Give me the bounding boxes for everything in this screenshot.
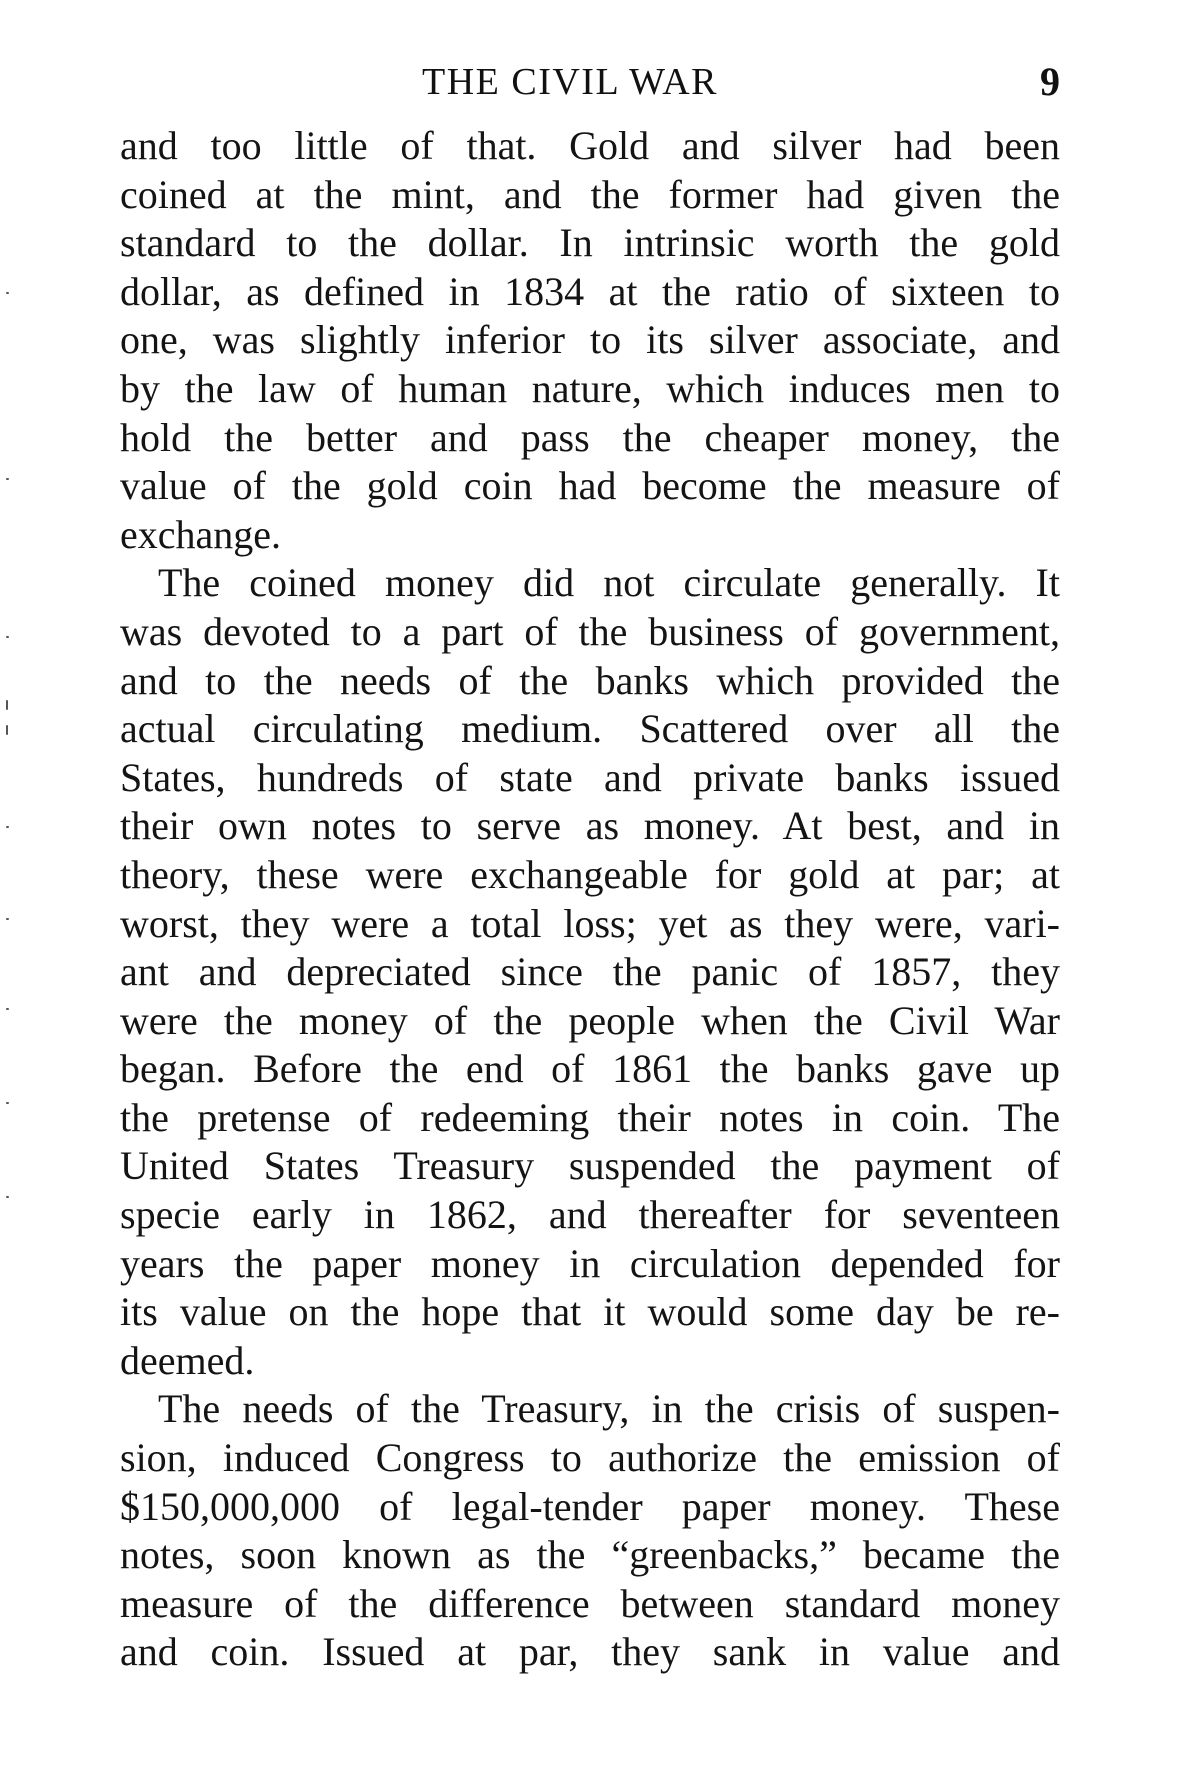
text-line: and too little of that. Gold and silver had been	[120, 123, 1060, 168]
scan-speck	[6, 478, 9, 480]
text-line: by the law of human nature, which induces men to	[120, 365, 1060, 411]
text-line: hold the better and pass the cheaper money, the	[120, 414, 1060, 460]
text-line: one, was slightly inferior to its silver associate, and	[120, 317, 1060, 363]
scan-speck	[6, 1102, 9, 1104]
text-line: The needs of the Treasury, in the crisis of suspen-	[158, 1386, 1060, 1432]
text-line: sion, induced Congress to authorize the emission of	[120, 1435, 1060, 1481]
paragraph-3	[120, 1385, 1060, 1677]
text-line: years the paper money in circulation depended for	[120, 1240, 1060, 1286]
text-line: the pretense of redeeming their notes in coin. The	[120, 1094, 1060, 1140]
text-line: were the money of the people when the Civil War	[120, 997, 1060, 1043]
text-line: The coined money did not circulate generally. It	[158, 560, 1060, 606]
text-line: States, hundreds of state and private banks issued	[120, 754, 1060, 800]
text-line: its value on the hope that it would some day be re-	[120, 1289, 1060, 1335]
text-line: value of the gold coin had become the measure of	[120, 463, 1060, 509]
text-line: their own notes to serve as money. At best, and in	[120, 803, 1060, 849]
scan-speck	[6, 725, 8, 735]
text-line: $150,000,000 of legal-tender paper money. These	[120, 1483, 1060, 1529]
scan-speck	[6, 636, 9, 638]
scan-speck	[6, 1008, 9, 1010]
scan-margin-specks	[0, 0, 40, 1781]
page-number: 9	[1040, 59, 1060, 104]
text-line: and coin. Issued at par, they sank in value and	[120, 1629, 1060, 1675]
running-head	[120, 56, 1080, 108]
text-line: notes, soon known as the “greenbacks,” became the	[120, 1532, 1060, 1578]
text-line: ant and depreciated since the panic of 1857, they	[120, 949, 1060, 995]
text-line: and to the needs of the banks which provided the	[120, 657, 1060, 703]
scan-speck	[6, 918, 9, 920]
scan-speck	[6, 826, 9, 828]
scan-speck	[6, 1196, 9, 1198]
paragraph-1	[120, 122, 1060, 559]
text-line: coined at the mint, and the former had given the	[120, 171, 1060, 217]
scan-speck	[6, 292, 9, 294]
body-text	[120, 122, 1060, 1677]
text-line: measure of the difference between standard money	[120, 1580, 1060, 1626]
text-line: exchange.	[120, 511, 282, 557]
text-line: worst, they were a total loss; yet as they were, vari-	[120, 900, 1060, 946]
text-line: specie early in 1862, and thereafter for seventeen	[120, 1192, 1060, 1238]
paragraph-2	[120, 559, 1060, 1385]
text-line: deemed.	[120, 1337, 255, 1383]
text-line: standard to the dollar. In intrinsic worth the gold	[120, 220, 1060, 266]
text-line: dollar, as defined in 1834 at the ratio of sixteen to	[120, 268, 1060, 314]
scan-speck	[6, 700, 8, 710]
text-line: began. Before the end of 1861 the banks gave up	[120, 1046, 1060, 1092]
text-line: United States Treasury suspended the payment of	[120, 1143, 1060, 1189]
running-title: THE CIVIL WAR	[421, 61, 719, 103]
text-line: theory, these were exchangeable for gold at par; at	[120, 851, 1060, 897]
text-line: actual circulating medium. Scattered over all the	[120, 706, 1060, 752]
text-line: was devoted to a part of the business of government,	[120, 608, 1060, 654]
